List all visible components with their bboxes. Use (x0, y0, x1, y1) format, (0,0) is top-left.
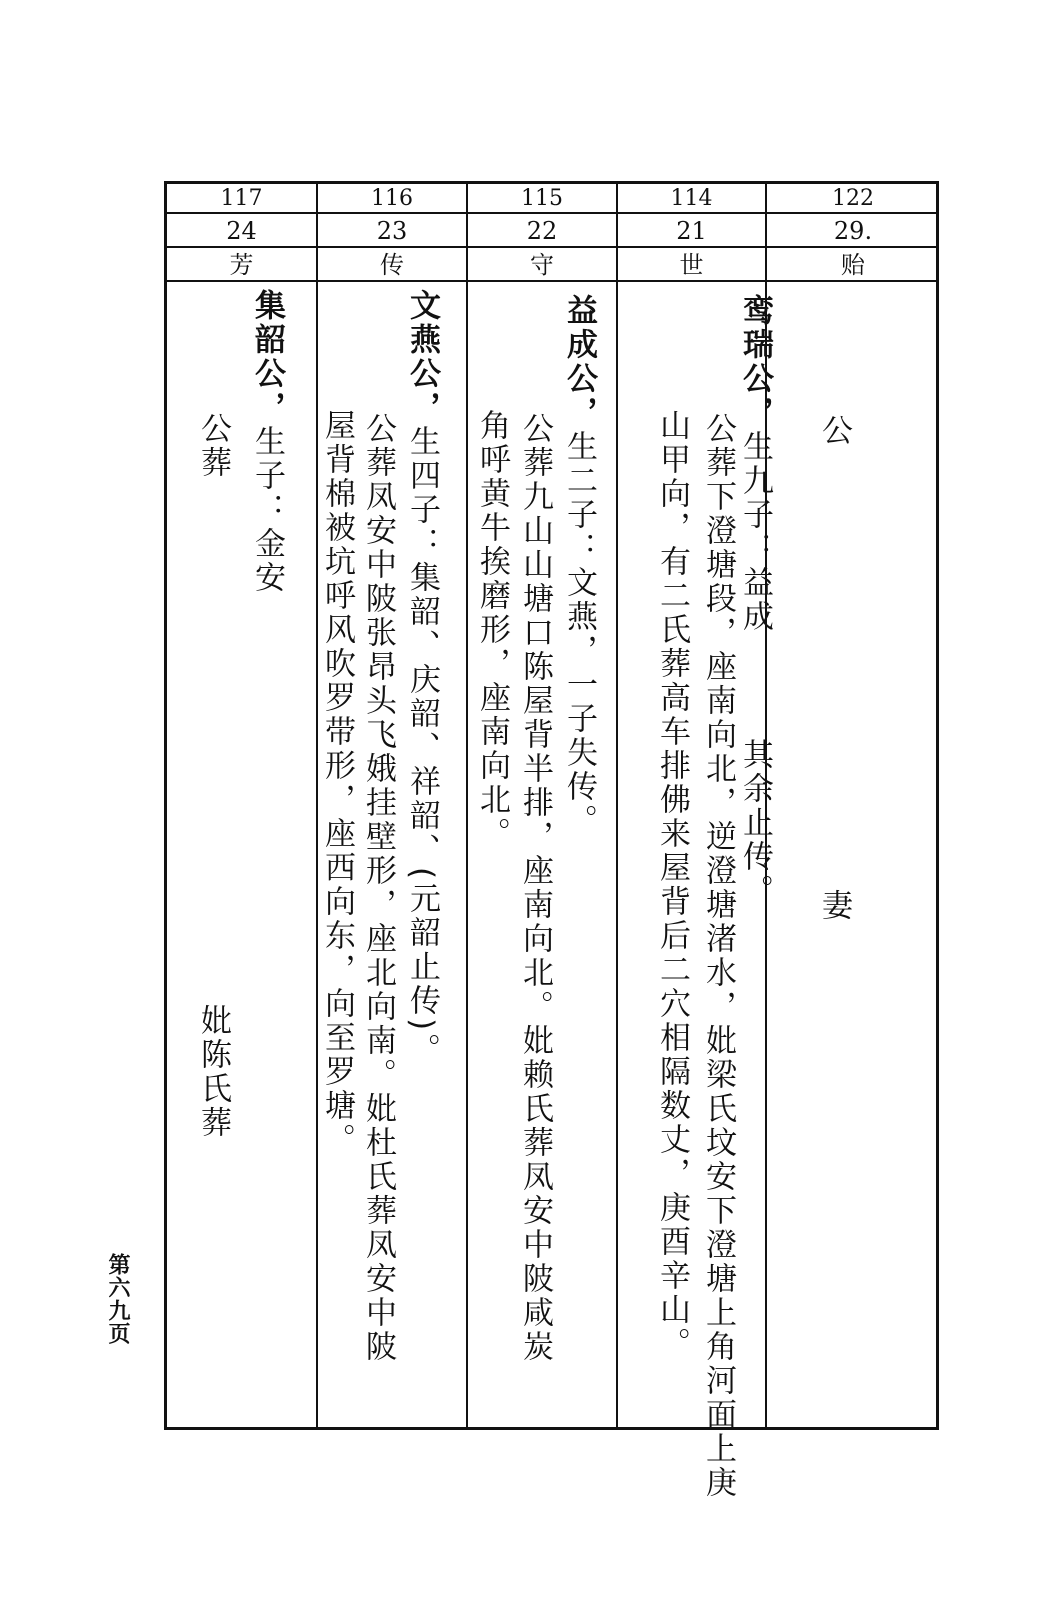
person-entry (318, 284, 466, 1427)
row-divider (167, 280, 936, 282)
person-name: 益成公， (561, 294, 597, 430)
entry-line: 公 (816, 414, 852, 448)
entry-line: 公葬九山山塘口陈屋背半排，座南向北。妣赖氏葬凤安中陂咸炭 (517, 412, 553, 1364)
entry-line: 生二子：文燕，一子失传。 (561, 430, 597, 838)
generation-character: 守 (530, 251, 554, 279)
generation-number: 29. (833, 217, 873, 245)
page-number: 第六九页 (105, 1253, 131, 1345)
entry-line: 屋背棉被坑呼风吹罗带形，座西向东，向至罗塘。 (319, 409, 355, 1157)
generation-character: 传 (380, 251, 404, 279)
generation-character: 芳 (229, 251, 254, 279)
entry-line: 公葬下澄塘段，座南向北，逆澄塘渚水，妣梁氏坟安下澄塘上角河面上庚 (700, 412, 736, 1500)
person-name: 文燕公， (404, 289, 440, 425)
person-number: 117 (220, 186, 263, 211)
consort-line: 妻 (816, 889, 852, 923)
generation-character: 贻 (841, 251, 865, 279)
entry-line: 公葬 (195, 412, 231, 480)
person-entry (618, 284, 773, 1500)
person-name-line (250, 289, 284, 595)
row-divider (167, 246, 936, 248)
person-name: 集韶公， (249, 289, 285, 425)
entry-line: 角呼黄牛挨磨形，座南向北。 (474, 409, 510, 851)
person-name-line (562, 294, 596, 838)
person-entry (167, 284, 316, 1427)
generation-character: 世 (679, 251, 704, 279)
genealogy-table (164, 181, 939, 1500)
consort-line: 妣陈氏葬 (195, 1004, 231, 1140)
person-entry (767, 284, 939, 1427)
entry-line: 其余止传。 (737, 738, 773, 908)
person-name-line (405, 289, 439, 1067)
entry-line: 生九子：益成 (737, 430, 773, 634)
person-name: 鸾瑞公， (737, 294, 773, 430)
person-number: 122 (832, 186, 874, 211)
person-number: 115 (521, 186, 563, 211)
generation-number: 21 (676, 217, 707, 245)
person-number: 116 (371, 186, 413, 211)
person-entry (468, 284, 616, 1427)
entry-line: 公葬凤安中陂张昂头飞娥挂壁形，座北向南。妣杜氏葬凤安中陂 (360, 412, 396, 1364)
row-divider (167, 212, 936, 214)
entry-line: 山甲向，有二氏葬高车排佛来屋背后二穴相隔数丈，庚酉辛山。 (654, 409, 690, 1361)
generation-number: 24 (226, 217, 257, 245)
person-number: 114 (670, 186, 713, 211)
generation-number: 23 (376, 217, 408, 245)
generation-number: 22 (526, 217, 558, 245)
entry-line: 生子：金安 (249, 425, 285, 595)
entry-line: 生四子：集韶、庆韶、祥韶、(元韶止传)。 (404, 425, 440, 1068)
